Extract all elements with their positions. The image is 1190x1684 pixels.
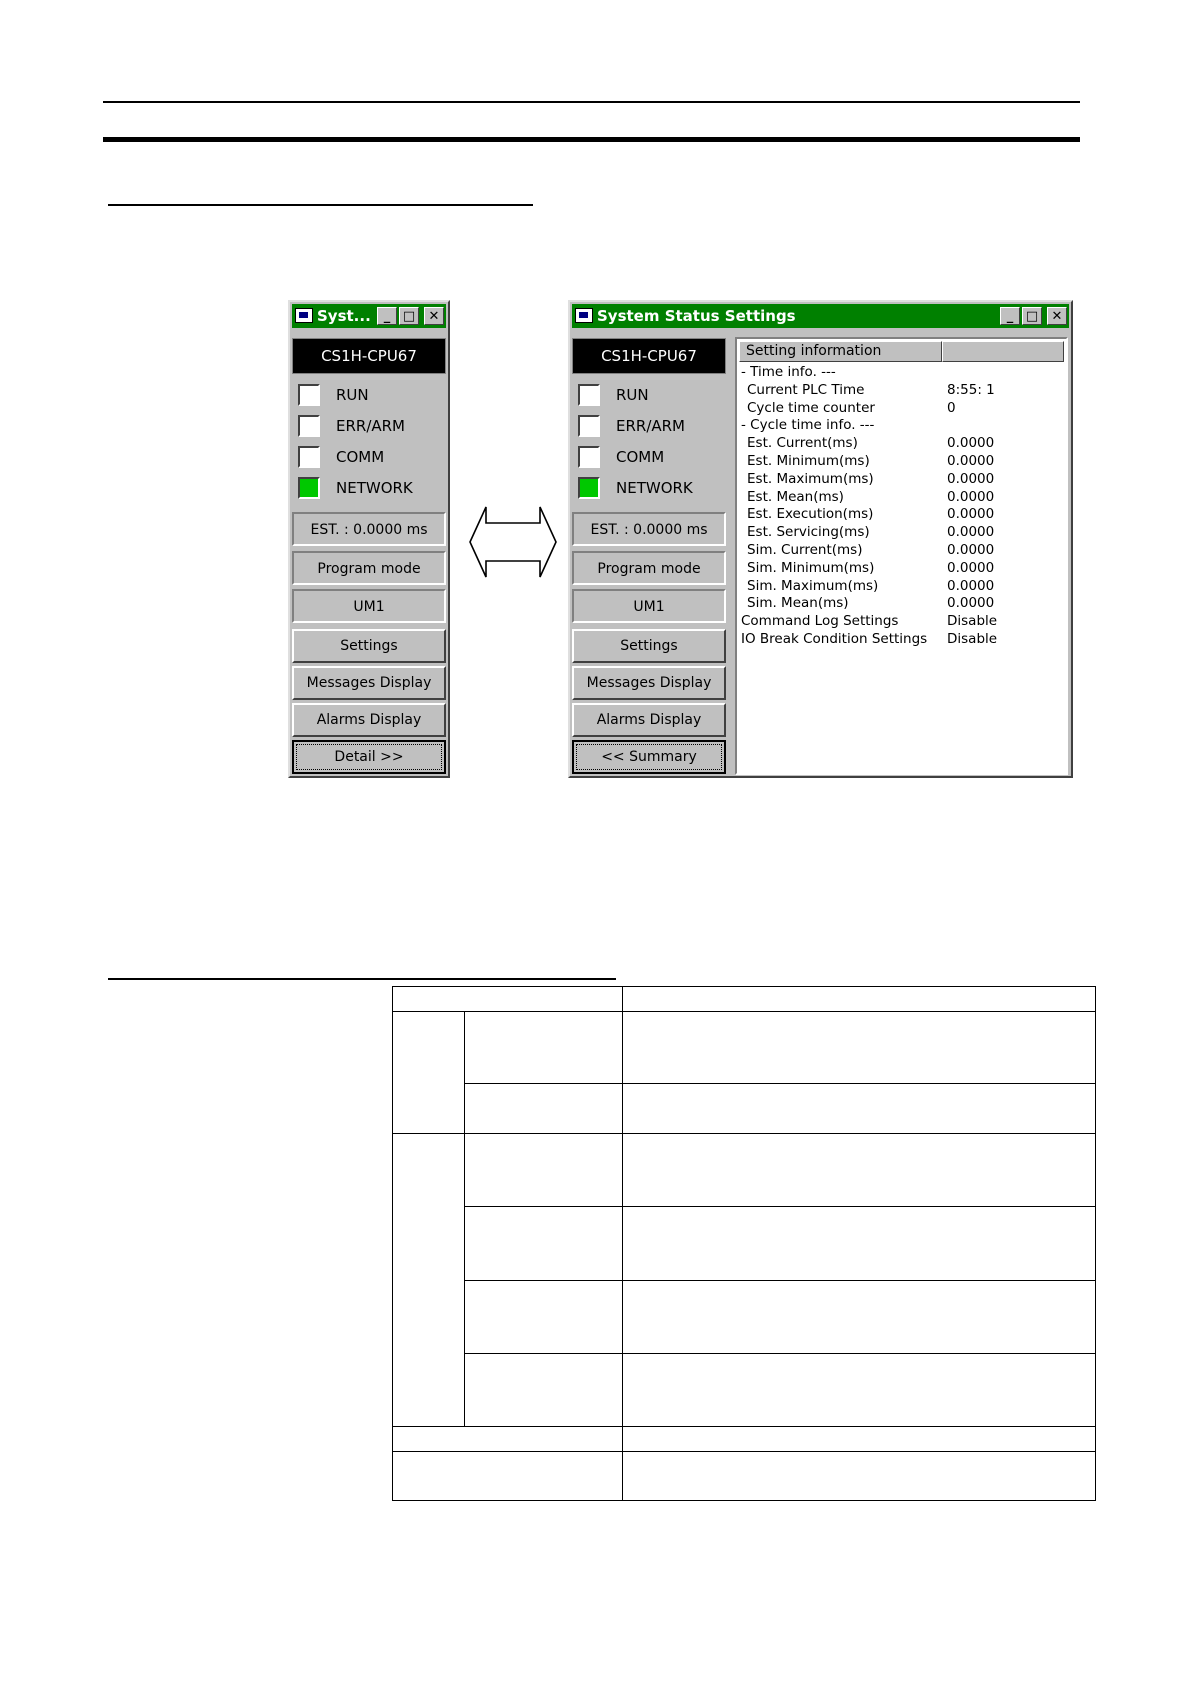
- column-header-setting-information[interactable]: Setting information: [739, 341, 942, 362]
- alarms-display-button[interactable]: Alarms Display: [572, 703, 726, 737]
- list-item-key: Sim. Maximum(ms): [747, 577, 879, 594]
- led-network-indicator: [578, 477, 600, 499]
- table-line: [392, 1426, 1096, 1427]
- detail-button-label: Detail >>: [296, 744, 442, 770]
- led-err-arm-indicator: [298, 415, 320, 437]
- list-item-key: Sim. Minimum(ms): [747, 559, 875, 576]
- led-err-arm: [298, 412, 438, 440]
- list-item-value: 8:55: 1: [947, 381, 995, 398]
- list-item-key: Cycle time counter: [747, 399, 875, 416]
- settings-table: [392, 986, 1096, 1501]
- minimize-icon[interactable]: _: [377, 307, 397, 325]
- messages-display-button[interactable]: Messages Display: [292, 666, 446, 700]
- led-network: [578, 474, 718, 502]
- list-item-value: 0.0000: [947, 470, 995, 487]
- table-line: [464, 1011, 465, 1426]
- list-item-value: 0.0000: [947, 559, 995, 576]
- list-header: [739, 341, 1064, 362]
- led-run-indicator: [578, 384, 600, 406]
- summary-window-title: Syst...: [317, 307, 371, 325]
- list-item-value: 0.0000: [947, 524, 995, 541]
- list-item-value: Disable: [947, 630, 998, 647]
- led-comm-label: COMM: [336, 448, 385, 466]
- table-line: [392, 1011, 1096, 1012]
- messages-display-button[interactable]: Messages Display: [572, 666, 726, 700]
- table-line: [392, 986, 393, 1501]
- list-item-value: 0.0000: [947, 488, 995, 505]
- detail-button[interactable]: [292, 740, 446, 774]
- led-run-indicator: [298, 384, 320, 406]
- led-comm-indicator: [578, 446, 600, 468]
- list-item-key: Sim. Mean(ms): [747, 595, 849, 612]
- summary-button-label: << Summary: [576, 744, 722, 770]
- table-heading-underline: [108, 978, 616, 980]
- detail-window: [568, 300, 1073, 778]
- list-item-value: 0.0000: [947, 435, 995, 452]
- list-item-value: 0.0000: [947, 452, 995, 469]
- list-item-key: Est. Maximum(ms): [747, 470, 874, 487]
- table-line: [464, 1280, 1096, 1281]
- app-icon: [295, 308, 313, 323]
- list-item-value: 0.0000: [947, 506, 995, 523]
- led-err-arm-indicator: [578, 415, 600, 437]
- memory-area: UM1: [292, 589, 446, 623]
- detail-window-titlebar[interactable]: [572, 304, 1069, 328]
- operating-mode: Program mode: [572, 551, 726, 585]
- operating-mode: Program mode: [292, 551, 446, 585]
- list-item-key: Est. Minimum(ms): [747, 452, 870, 469]
- led-network: [298, 474, 438, 502]
- led-run-label: RUN: [336, 386, 369, 404]
- maximize-icon[interactable]: □: [1022, 307, 1042, 325]
- led-err-arm-label: ERR/ARM: [336, 417, 406, 435]
- table-line: [392, 986, 1096, 987]
- minimize-icon[interactable]: _: [1000, 307, 1020, 325]
- app-icon: [575, 308, 593, 323]
- list-item-key: - Time info. ---: [741, 364, 836, 380]
- list-item-key: Est. Mean(ms): [747, 488, 844, 505]
- led-run: [578, 381, 718, 409]
- led-network-label: NETWORK: [616, 479, 693, 497]
- close-icon[interactable]: ✕: [1047, 307, 1067, 325]
- list-item-key: Est. Execution(ms): [747, 506, 874, 523]
- double-arrow-icon: [468, 505, 558, 579]
- setting-information-list[interactable]: [735, 337, 1068, 775]
- est-cycle-time: EST. : 0.0000 ms: [292, 512, 446, 546]
- led-comm-label: COMM: [616, 448, 665, 466]
- settings-button[interactable]: Settings: [292, 629, 446, 663]
- summary-button[interactable]: [572, 740, 726, 774]
- plc-model-display: CS1H-CPU67: [292, 338, 446, 374]
- detail-window-title: System Status Settings: [597, 307, 796, 325]
- list-item-key: Est. Servicing(ms): [747, 524, 870, 541]
- list-item-value: 0.0000: [947, 541, 995, 558]
- led-err-arm: [578, 412, 718, 440]
- led-run-label: RUN: [616, 386, 649, 404]
- table-line: [622, 986, 623, 1501]
- list-item-value: 0.0000: [947, 577, 995, 594]
- summary-window-titlebar[interactable]: [292, 304, 446, 328]
- settings-button[interactable]: Settings: [572, 629, 726, 663]
- list-item-key: Current PLC Time: [747, 381, 865, 398]
- table-line: [392, 1133, 1096, 1134]
- led-comm: [578, 443, 718, 471]
- table-line: [1095, 986, 1096, 1501]
- led-comm-indicator: [298, 446, 320, 468]
- list-item-key: Est. Current(ms): [747, 435, 858, 452]
- led-comm: [298, 443, 438, 471]
- list-item-value: Disable: [947, 613, 998, 630]
- summary-window: [288, 300, 450, 778]
- close-icon[interactable]: ✕: [424, 307, 444, 325]
- section-heading-underline: [108, 204, 533, 206]
- table-line: [464, 1206, 1096, 1207]
- header-rule-thin: [103, 101, 1080, 103]
- table-line: [464, 1353, 1096, 1354]
- memory-area: UM1: [572, 589, 726, 623]
- list-item-key: IO Break Condition Settings: [741, 630, 928, 647]
- list-item-key: - Cycle time info. ---: [741, 417, 875, 434]
- list-item-key: Command Log Settings: [741, 613, 899, 630]
- est-cycle-time: EST. : 0.0000 ms: [572, 512, 726, 546]
- header-rule-thick: [103, 137, 1080, 142]
- plc-model-display: CS1H-CPU67: [572, 338, 726, 374]
- led-network-label: NETWORK: [336, 479, 413, 497]
- list-item-value: 0: [947, 399, 956, 416]
- list-item-key: Sim. Current(ms): [747, 541, 863, 558]
- list-item-value: 0.0000: [947, 595, 995, 612]
- led-run: [298, 381, 438, 409]
- table-line: [392, 1500, 1096, 1501]
- table-line: [392, 1451, 1096, 1452]
- column-header-value[interactable]: [942, 341, 1064, 362]
- led-network-indicator: [298, 477, 320, 499]
- maximize-icon[interactable]: □: [399, 307, 419, 325]
- led-err-arm-label: ERR/ARM: [616, 417, 686, 435]
- table-line: [464, 1083, 1096, 1084]
- alarms-display-button[interactable]: Alarms Display: [292, 703, 446, 737]
